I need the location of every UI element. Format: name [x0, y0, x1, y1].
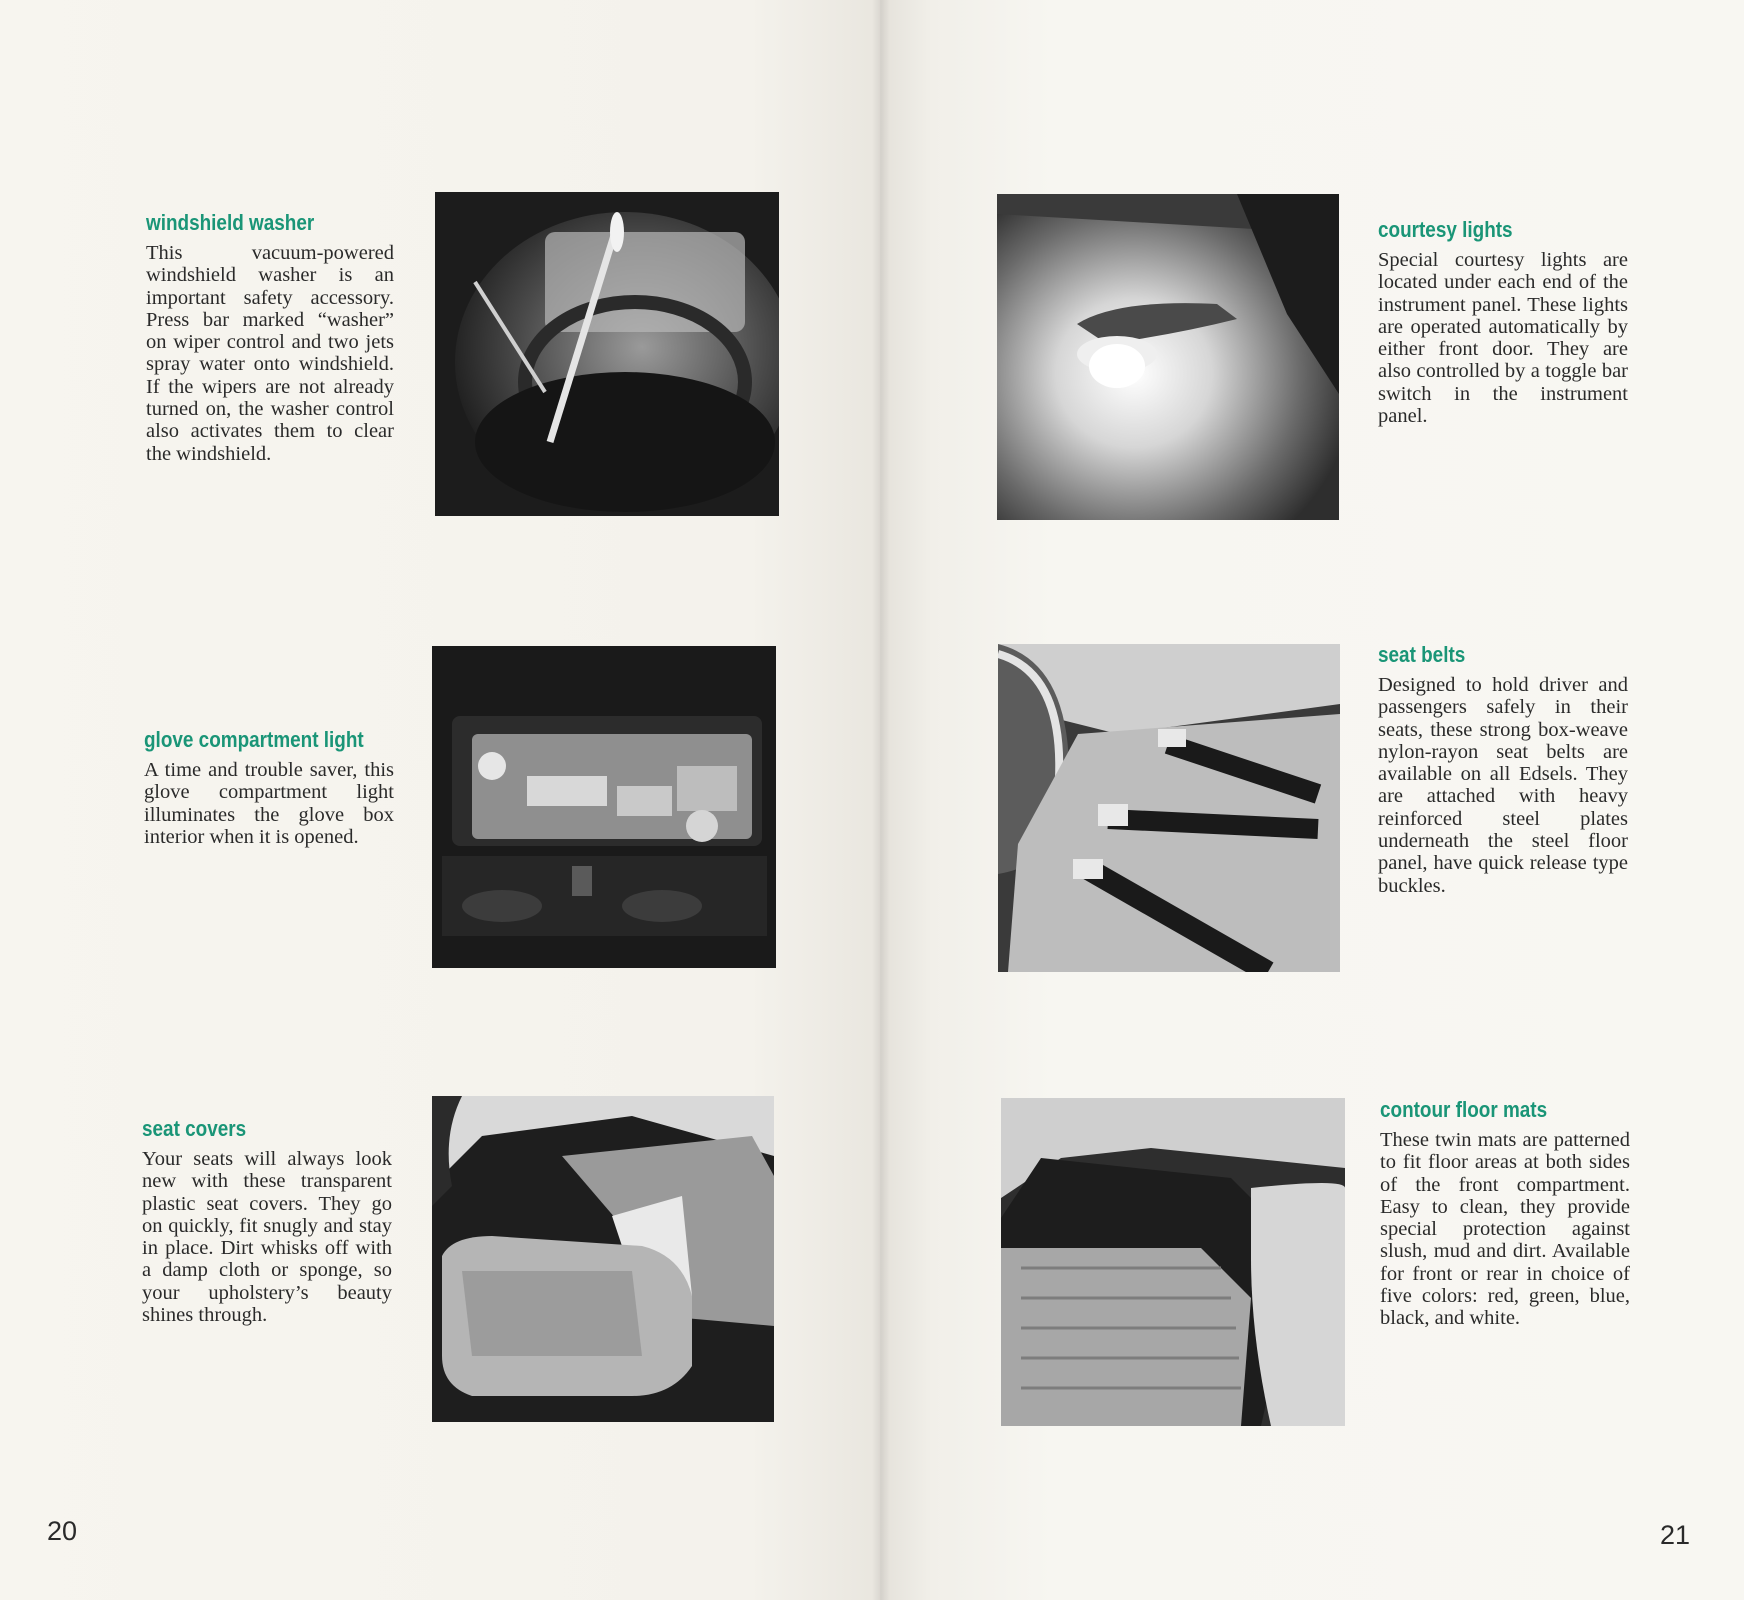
feature-description: Special courtesy lights are located under each end of the instrument panel. These lights are operated automatically by either front door. They are also controlled by a toggle bar switch in the instrument panel.	[1378, 249, 1628, 428]
photo-contour-floor-mats	[1001, 1098, 1345, 1426]
feature-title: contour floor mats	[1380, 1097, 1548, 1122]
photo-seat-covers	[432, 1096, 774, 1422]
photo-courtesy-lights	[997, 194, 1339, 520]
feature-title: glove compartment light	[144, 727, 364, 752]
page-number-left: 20	[47, 1516, 78, 1546]
feature-courtesy-lights	[1378, 217, 1628, 427]
feature-description: Designed to hold driver and passengers safely in their seats, these strong box-weave nylon-rayon seat belts are available on all Edsels. They are attached with heavy reinforced steel plates underneath the steel floor panel, have quick release type buckles.	[1378, 674, 1628, 897]
feature-windshield-washer	[146, 210, 394, 465]
page-number-right: 21	[1660, 1520, 1691, 1550]
feature-description: Your seats will always look new with these transparent plastic seat covers. They go on quickly, fit snugly and stay in place. Dirt whisks off with a damp cloth or sponge, so your upholstery’s beauty shines through.	[142, 1148, 392, 1327]
page-gutter	[872, 0, 890, 1600]
feature-description: This vacuum-powered windshield washer is an important safety accessory. Press bar marked “washer” on wiper control and two jets spray water onto windshield. If the wipers are not already turned on, the washer control also activates them to clear the windshield.	[146, 242, 394, 465]
feature-title: windshield washer	[146, 210, 315, 235]
feature-description: A time and trouble saver, this glove compartment light illuminates the glove box interior when it is opened.	[144, 759, 394, 848]
feature-description: These twin mats are patterned to fit floor areas at both sides of the front compartment. Easy to clean, they provide special protection against slush, mud and dirt. Available for front or rear in choice of five colors: red, green, blue, black, and white.	[1380, 1129, 1630, 1330]
feature-contour-floor-mats	[1380, 1097, 1630, 1330]
photo-seat-belts	[998, 644, 1340, 972]
feature-seat-belts	[1378, 642, 1628, 897]
feature-title: courtesy lights	[1378, 217, 1513, 242]
feature-glove-compartment-light	[144, 727, 394, 848]
photo-glove-compartment-light	[432, 646, 776, 968]
feature-seat-covers	[142, 1116, 392, 1326]
photo-windshield-washer	[435, 192, 779, 516]
feature-title: seat belts	[1378, 642, 1466, 667]
feature-title: seat covers	[142, 1116, 247, 1141]
